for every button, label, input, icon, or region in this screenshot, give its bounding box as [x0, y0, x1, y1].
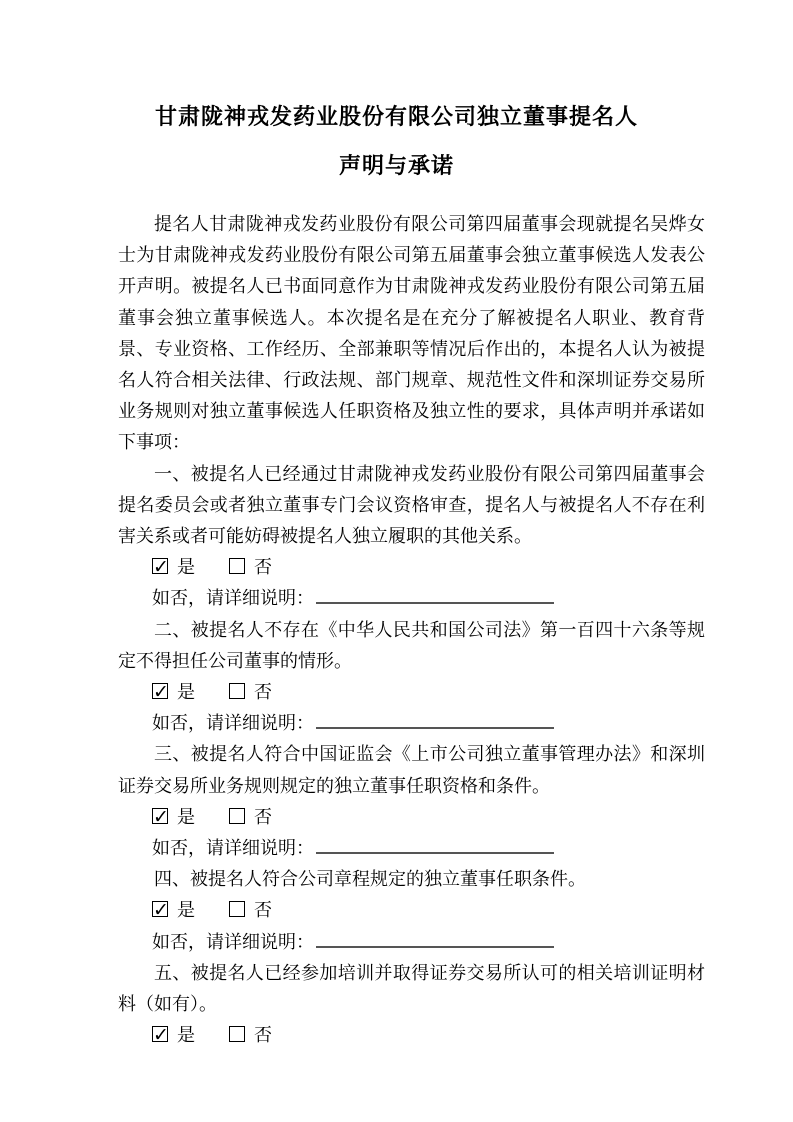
yes-label: 是: [177, 682, 195, 703]
yes-checkbox[interactable]: [152, 901, 168, 917]
no-checkbox[interactable]: [229, 1026, 245, 1042]
yes-no-row-3: [118, 802, 705, 833]
detail-row-4: [118, 927, 705, 958]
intro-paragraph: 提名人甘肃陇神戎发药业股份有限公司第四届董事会现就提名吴烨女士为甘肃陇神戎发药业股份有限公司第五届董事会独立董事候选人发表公开声明。被提名人已书面同意作为甘肃陇神戎发药业股份有限公司第五届董事会独立董事候选人。本次提名是在充分了解被提名人职业、教育背景、专业资格、工作经历、全部兼职等情况后作出的，本提名人认为被提名人符合相关法律、行政法规、部门规章、规范性文件和深圳证券交易所业务规则对独立董事候选人任职资格及独立性的要求，具体声明并承诺如下事项：: [118, 214, 705, 453]
yes-label: 是: [177, 557, 195, 578]
yes-no-row-5: [118, 1020, 705, 1051]
no-label: 否: [254, 900, 272, 921]
no-label: 否: [254, 806, 272, 827]
no-checkbox[interactable]: [229, 808, 245, 824]
document-body: [118, 209, 705, 1051]
document-title: [0, 0, 793, 190]
detail-prompt: 如否，请详细说明：: [152, 931, 314, 952]
statement-paragraph-2: 二、被提名人不存在《中华人民共和国公司法》第一百四十六条等规定不得担任公司董事的情形。: [118, 619, 705, 671]
yes-no-row-4: [118, 895, 705, 926]
detail-row-3: [118, 833, 705, 864]
yes-no-row-2: [118, 677, 705, 708]
yes-checkbox[interactable]: [152, 1026, 168, 1042]
detail-prompt: 如否，请详细说明：: [152, 588, 314, 609]
yes-checkbox[interactable]: [152, 808, 168, 824]
detail-blank-line[interactable]: [316, 709, 554, 729]
statement-paragraph-3: 三、被提名人符合中国证监会《上市公司独立董事管理办法》和深圳证券交易所业务规则规定的独立董事任职资格和条件。: [118, 744, 705, 796]
yes-checkbox[interactable]: [152, 683, 168, 699]
no-label: 否: [254, 1025, 272, 1046]
no-label: 否: [254, 682, 272, 703]
detail-prompt: 如否，请详细说明：: [152, 837, 314, 858]
no-checkbox[interactable]: [229, 558, 245, 574]
yes-checkbox[interactable]: [152, 558, 168, 574]
yes-label: 是: [177, 806, 195, 827]
no-label: 否: [254, 557, 272, 578]
yes-label: 是: [177, 900, 195, 921]
yes-no-row-1: [118, 552, 705, 583]
no-checkbox[interactable]: [229, 683, 245, 699]
no-checkbox[interactable]: [229, 901, 245, 917]
statement-paragraph-4: 四、被提名人符合公司章程规定的独立董事任职条件。: [154, 869, 586, 890]
detail-prompt: 如否，请详细说明：: [152, 713, 314, 734]
statement-paragraph-1: 一、被提名人已经通过甘肃陇神戎发药业股份有限公司第四届董事会提名委员会或者独立董事专门会议资格审查，提名人与被提名人不存在利害关系或者可能妨碍被提名人独立履职的其他关系。: [118, 463, 705, 547]
statement-paragraph-5: 五、被提名人已经参加培训并取得证券交易所认可的相关培训证明材料（如有）。: [118, 962, 705, 1014]
title-line-1: 甘肃陇神戎发药业股份有限公司独立董事提名人: [154, 104, 638, 129]
detail-row-1: [118, 583, 705, 614]
detail-blank-line[interactable]: [316, 928, 554, 948]
detail-blank-line[interactable]: [316, 584, 554, 604]
title-line-2: 声明与承诺: [338, 153, 454, 178]
detail-row-2: [118, 708, 705, 739]
detail-blank-line[interactable]: [316, 834, 554, 854]
yes-label: 是: [177, 1025, 195, 1046]
